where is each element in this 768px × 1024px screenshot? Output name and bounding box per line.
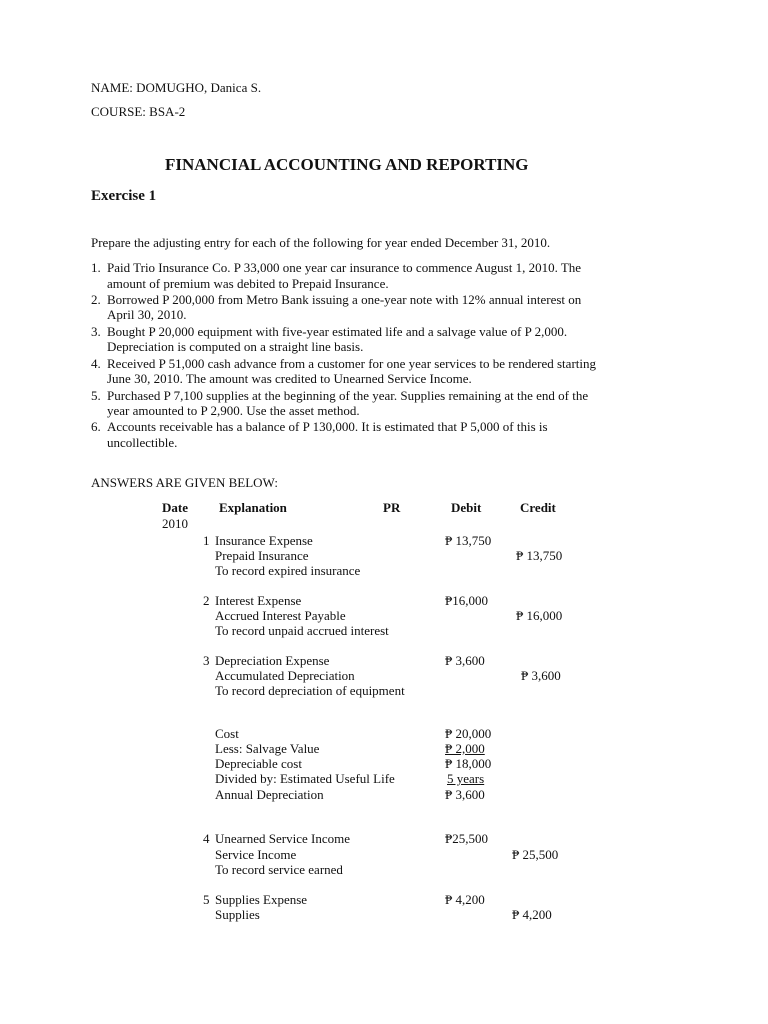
debit-amount: ₱16,000 (445, 593, 488, 608)
answers-label: ANSWERS ARE GIVEN BELOW: (91, 475, 278, 490)
entry-number: 5 (203, 892, 210, 907)
problem-item: 6. Accounts receivable has a balance of P 130,000. It is estimated that P 5,000 of this is uncollectible. (91, 419, 548, 450)
computation-value: ₱ 2,000 (445, 741, 485, 756)
debit-amount: ₱ 3,600 (445, 653, 485, 668)
credit-account: Service Income (215, 847, 297, 862)
col-header-explanation: Explanation (219, 500, 287, 515)
credit-amount: ₱ 25,500 (512, 847, 559, 862)
entry-memo: To record depreciation of equipment (215, 683, 405, 698)
computation-label: Less: Salvage Value (215, 741, 320, 756)
problem-item: 2. Borrowed P 200,000 from Metro Bank issuing a one-year note with 12% annual interest on April 30, 2010. (91, 291, 582, 323)
credit-amount: ₱ 3,600 (521, 668, 561, 683)
student-name: NAME: DOMUGHO, Danica S. (91, 80, 262, 95)
col-header-credit: Credit (520, 500, 556, 515)
entry-number: 4 (203, 831, 210, 846)
credit-account: Supplies (215, 907, 260, 922)
debit-account: Supplies Expense (215, 892, 308, 907)
student-course: COURSE: BSA-2 (91, 104, 186, 119)
entry-number: 1 (203, 533, 210, 548)
entry-number: 2 (203, 593, 210, 608)
problem-item: 5. Purchased P 7,100 supplies at the beginning of the year. Supplies remaining at the end of the year amounted to P 2,900. Use the asset method. (91, 387, 589, 419)
credit-amount: ₱ 4,200 (512, 907, 552, 922)
debit-account: Depreciation Expense (215, 653, 330, 668)
entry-memo: To record service earned (215, 862, 343, 877)
col-header-date: Date (162, 500, 188, 515)
entry-memo: To record unpaid accrued interest (215, 623, 389, 638)
debit-account: Unearned Service Income (215, 831, 350, 846)
computation-label: Annual Depreciation (215, 787, 324, 802)
computation-label: Divided by: Estimated Useful Life (215, 771, 395, 786)
debit-amount: ₱ 13,750 (445, 533, 492, 548)
credit-account: Prepaid Insurance (215, 548, 309, 563)
problem-list (91, 260, 691, 451)
entry-year: 2010 (162, 516, 188, 531)
exercise-title: Exercise 1 (91, 188, 157, 204)
entry-number: 3 (203, 653, 210, 668)
col-header-debit: Debit (451, 500, 482, 515)
computation-value: ₱ 20,000 (445, 726, 492, 741)
debit-amount: ₱25,500 (445, 831, 488, 846)
problem-item: 4. Received P 51,000 cash advance from a customer for one year services to be rendered starting June 30, 2010. The amount was credited to Unearned Service Income. (91, 355, 596, 387)
debit-amount: ₱ 4,200 (445, 892, 485, 907)
col-header-pr: PR (383, 500, 401, 515)
debit-account: Insurance Expense (215, 533, 313, 548)
entry-memo: To record expired insurance (215, 563, 361, 578)
computation-label: Cost (215, 726, 239, 741)
computation-label: Depreciable cost (215, 756, 302, 771)
credit-account: Accrued Interest Payable (215, 608, 346, 623)
debit-account: Interest Expense (215, 593, 302, 608)
credit-amount: ₱ 16,000 (516, 608, 563, 623)
credit-amount: ₱ 13,750 (516, 548, 563, 563)
computation-value: ₱ 3,600 (445, 787, 485, 802)
page-title: FINANCIAL ACCOUNTING AND REPORTING (165, 155, 529, 174)
credit-account: Accumulated Depreciation (215, 668, 355, 683)
problem-item: 1. Paid Trio Insurance Co. P 33,000 one year car insurance to commence August 1, 2010. The amount of premium was debited to Prepaid Insurance. (91, 260, 582, 291)
computation-value: ₱ 18,000 (445, 756, 492, 771)
problem-item: 3. Bought P 20,000 equipment with five-year estimated life and a salvage value of P 2,000. Depreciation is computed on a straight line basis. (91, 323, 568, 355)
computation-value: 5 years (447, 771, 485, 786)
instructions: Prepare the adjusting entry for each of the following for year ended December 31, 2010. (91, 235, 551, 250)
